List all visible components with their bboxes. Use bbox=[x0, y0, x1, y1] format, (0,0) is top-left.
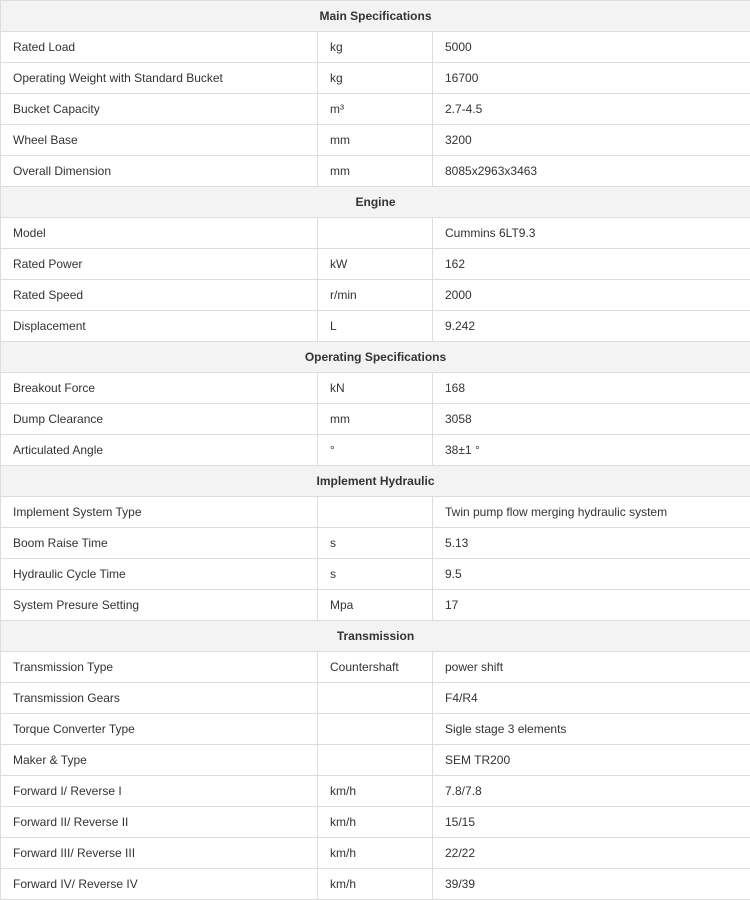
table-row bbox=[1, 94, 750, 125]
spec-value-cell: 9.5 bbox=[433, 559, 750, 590]
table-row bbox=[1, 745, 750, 776]
spec-name-cell: Rated Speed bbox=[1, 280, 318, 311]
spec-value-cell: 15/15 bbox=[433, 807, 750, 838]
table-row bbox=[1, 125, 750, 156]
spec-unit-cell bbox=[318, 218, 433, 249]
table-row bbox=[1, 249, 750, 280]
section-header-row bbox=[1, 621, 750, 652]
spec-name-cell: Boom Raise Time bbox=[1, 528, 318, 559]
spec-value-cell: 38±1 ° bbox=[433, 435, 750, 466]
spec-name-cell: Breakout Force bbox=[1, 373, 318, 404]
table-row bbox=[1, 280, 750, 311]
spec-value-cell: 162 bbox=[433, 249, 750, 280]
spec-value-cell: F4/R4 bbox=[433, 683, 750, 714]
spec-unit-cell: s bbox=[318, 559, 433, 590]
table-row bbox=[1, 311, 750, 342]
table-row bbox=[1, 528, 750, 559]
table-row bbox=[1, 559, 750, 590]
spec-value-cell: 5.13 bbox=[433, 528, 750, 559]
spec-name-cell: Implement System Type bbox=[1, 497, 318, 528]
spec-name-cell: Forward IV/ Reverse IV bbox=[1, 869, 318, 900]
section-title: Main Specifications bbox=[1, 1, 750, 32]
spec-unit-cell: kN bbox=[318, 373, 433, 404]
section-header-row bbox=[1, 466, 750, 497]
spec-name-cell: Transmission Type bbox=[1, 652, 318, 683]
section-header-row bbox=[1, 1, 750, 32]
table-row bbox=[1, 590, 750, 621]
spec-value-cell: 7.8/7.8 bbox=[433, 776, 750, 807]
table-row bbox=[1, 63, 750, 94]
spec-unit-cell: Countershaft bbox=[318, 652, 433, 683]
spec-unit-cell: kg bbox=[318, 63, 433, 94]
spec-unit-cell: mm bbox=[318, 404, 433, 435]
spec-name-cell: System Presure Setting bbox=[1, 590, 318, 621]
spec-unit-cell: km/h bbox=[318, 807, 433, 838]
spec-value-cell: 8085x2963x3463 bbox=[433, 156, 750, 187]
spec-unit-cell bbox=[318, 683, 433, 714]
spec-unit-cell bbox=[318, 745, 433, 776]
section-header-row bbox=[1, 342, 750, 373]
spec-name-cell: Bucket Capacity bbox=[1, 94, 318, 125]
spec-value-cell: Sigle stage 3 elements bbox=[433, 714, 750, 745]
table-row bbox=[1, 32, 750, 63]
spec-name-cell: Articulated Angle bbox=[1, 435, 318, 466]
spec-name-cell: Overall Dimension bbox=[1, 156, 318, 187]
spec-unit-cell bbox=[318, 497, 433, 528]
spec-unit-cell: kg bbox=[318, 32, 433, 63]
spec-name-cell: Rated Load bbox=[1, 32, 318, 63]
spec-name-cell: Displacement bbox=[1, 311, 318, 342]
spec-value-cell: power shift bbox=[433, 652, 750, 683]
spec-unit-cell: km/h bbox=[318, 838, 433, 869]
section-title: Operating Specifications bbox=[1, 342, 750, 373]
table-row bbox=[1, 838, 750, 869]
table-row bbox=[1, 683, 750, 714]
table-row bbox=[1, 807, 750, 838]
spec-name-cell: Rated Power bbox=[1, 249, 318, 280]
spec-value-cell: 3200 bbox=[433, 125, 750, 156]
spec-name-cell: Forward I/ Reverse I bbox=[1, 776, 318, 807]
spec-value-cell: 16700 bbox=[433, 63, 750, 94]
spec-unit-cell: Mpa bbox=[318, 590, 433, 621]
spec-unit-cell: r/min bbox=[318, 280, 433, 311]
spec-unit-cell bbox=[318, 714, 433, 745]
table-row bbox=[1, 373, 750, 404]
table-row bbox=[1, 776, 750, 807]
spec-value-cell: 39/39 bbox=[433, 869, 750, 900]
spec-unit-cell: L bbox=[318, 311, 433, 342]
spec-value-cell: 3058 bbox=[433, 404, 750, 435]
spec-unit-cell: km/h bbox=[318, 776, 433, 807]
section-header-row bbox=[1, 187, 750, 218]
spec-value-cell: Twin pump flow merging hydraulic system bbox=[433, 497, 750, 528]
spec-value-cell: 9.242 bbox=[433, 311, 750, 342]
section-title: Implement Hydraulic bbox=[1, 466, 750, 497]
spec-name-cell: Dump Clearance bbox=[1, 404, 318, 435]
spec-name-cell: Operating Weight with Standard Bucket bbox=[1, 63, 318, 94]
spec-table-body bbox=[1, 1, 750, 900]
spec-name-cell: Maker & Type bbox=[1, 745, 318, 776]
spec-value-cell: 168 bbox=[433, 373, 750, 404]
spec-name-cell: Forward III/ Reverse III bbox=[1, 838, 318, 869]
table-row bbox=[1, 869, 750, 900]
spec-value-cell: 17 bbox=[433, 590, 750, 621]
spec-value-cell: 2.7-4.5 bbox=[433, 94, 750, 125]
spec-unit-cell: m³ bbox=[318, 94, 433, 125]
section-title: Engine bbox=[1, 187, 750, 218]
table-row bbox=[1, 714, 750, 745]
table-row bbox=[1, 435, 750, 466]
spec-name-cell: Forward II/ Reverse II bbox=[1, 807, 318, 838]
spec-name-cell: Wheel Base bbox=[1, 125, 318, 156]
spec-unit-cell: mm bbox=[318, 125, 433, 156]
table-row bbox=[1, 497, 750, 528]
section-title: Transmission bbox=[1, 621, 750, 652]
spec-unit-cell: s bbox=[318, 528, 433, 559]
spec-name-cell: Transmission Gears bbox=[1, 683, 318, 714]
spec-name-cell: Torque Converter Type bbox=[1, 714, 318, 745]
spec-unit-cell: mm bbox=[318, 156, 433, 187]
table-row bbox=[1, 156, 750, 187]
spec-value-cell: SEM TR200 bbox=[433, 745, 750, 776]
spec-unit-cell: km/h bbox=[318, 869, 433, 900]
spec-name-cell: Hydraulic Cycle Time bbox=[1, 559, 318, 590]
table-row bbox=[1, 218, 750, 249]
spec-value-cell: 22/22 bbox=[433, 838, 750, 869]
spec-value-cell: 2000 bbox=[433, 280, 750, 311]
spec-unit-cell: ° bbox=[318, 435, 433, 466]
spec-value-cell: 5000 bbox=[433, 32, 750, 63]
spec-name-cell: Model bbox=[1, 218, 318, 249]
spec-unit-cell: kW bbox=[318, 249, 433, 280]
table-row bbox=[1, 652, 750, 683]
table-row bbox=[1, 404, 750, 435]
spec-value-cell: Cummins 6LT9.3 bbox=[433, 218, 750, 249]
